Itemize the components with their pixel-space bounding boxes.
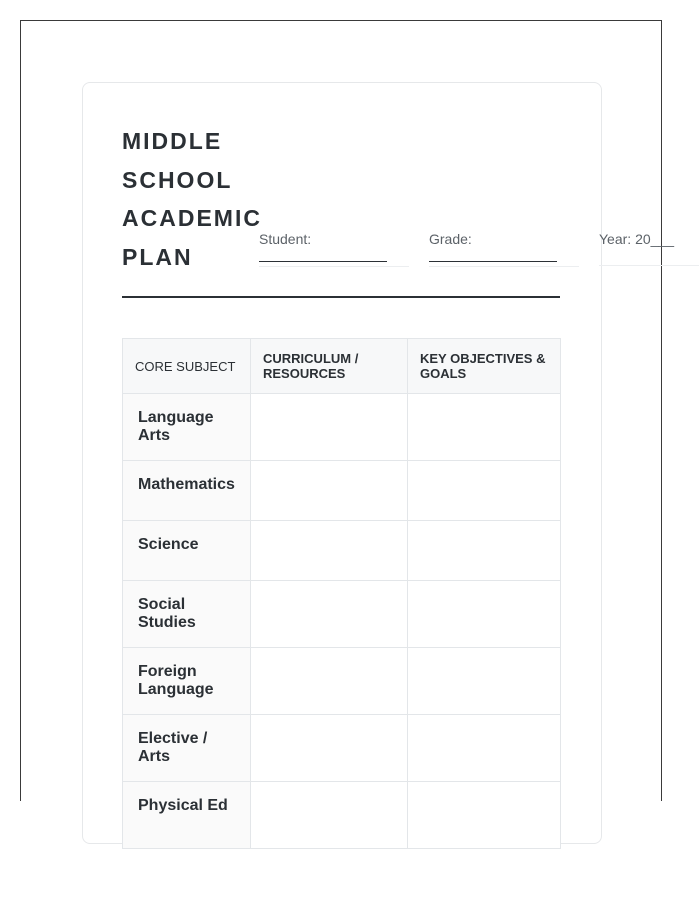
grade-underline	[429, 261, 557, 262]
field-divider	[599, 265, 699, 266]
document-viewport[interactable]	[20, 20, 674, 814]
title-line: PLAN	[122, 243, 193, 270]
goals-cell[interactable]	[408, 715, 561, 782]
goals-cell[interactable]	[408, 521, 561, 581]
curriculum-cell[interactable]	[251, 521, 408, 581]
title-divider	[122, 296, 560, 298]
goals-cell[interactable]	[408, 461, 561, 521]
subject-label: Foreign Language	[138, 663, 214, 698]
subject-label: Science	[138, 536, 199, 553]
academic-plan-table	[122, 338, 561, 849]
goals-cell[interactable]	[408, 782, 561, 849]
table-row	[123, 782, 561, 849]
curriculum-cell[interactable]	[251, 782, 408, 849]
field-divider	[429, 266, 579, 267]
subject-cell	[123, 461, 251, 521]
header-curriculum: CURRICULUM / RESOURCES	[251, 339, 408, 394]
year-label: Year: 20___	[599, 231, 674, 247]
table-row	[123, 648, 561, 715]
subject-label: Social Studies	[138, 596, 196, 631]
subject-cell	[123, 581, 251, 648]
table-header-row	[123, 339, 561, 394]
curriculum-cell[interactable]	[251, 648, 408, 715]
table-row	[123, 461, 561, 521]
curriculum-cell[interactable]	[251, 715, 408, 782]
table-row	[123, 715, 561, 782]
subject-label: Mathematics	[138, 476, 235, 493]
subject-cell	[123, 648, 251, 715]
student-underline	[259, 261, 387, 262]
subject-cell	[123, 394, 251, 461]
title-line: SCHOOL	[122, 166, 233, 193]
subject-label: Language Arts	[138, 409, 214, 444]
curriculum-cell[interactable]	[251, 394, 408, 461]
subject-cell	[123, 715, 251, 782]
page-title	[122, 122, 262, 276]
goals-cell[interactable]	[408, 394, 561, 461]
header-core-subject: CORE SUBJECT	[123, 339, 251, 394]
table-row	[123, 581, 561, 648]
grade-field[interactable]	[429, 231, 579, 267]
curriculum-cell[interactable]	[251, 581, 408, 648]
student-label: Student:	[259, 231, 312, 247]
table-row	[123, 394, 561, 461]
grade-label: Grade:	[429, 231, 472, 247]
student-field[interactable]	[259, 231, 409, 267]
subject-label: Physical Ed	[138, 797, 228, 814]
table-row	[123, 521, 561, 581]
curriculum-cell[interactable]	[251, 461, 408, 521]
subject-label: Elective / Arts	[138, 730, 208, 765]
title-line: MIDDLE	[122, 128, 223, 154]
title-line: ACADEMIC	[122, 205, 262, 231]
year-field[interactable]	[599, 231, 699, 266]
subject-cell	[123, 782, 251, 849]
subject-cell	[123, 521, 251, 581]
goals-cell[interactable]	[408, 581, 561, 648]
field-divider	[259, 266, 409, 267]
header-objectives: KEY OBJECTIVES & GOALS	[408, 339, 561, 394]
goals-cell[interactable]	[408, 648, 561, 715]
